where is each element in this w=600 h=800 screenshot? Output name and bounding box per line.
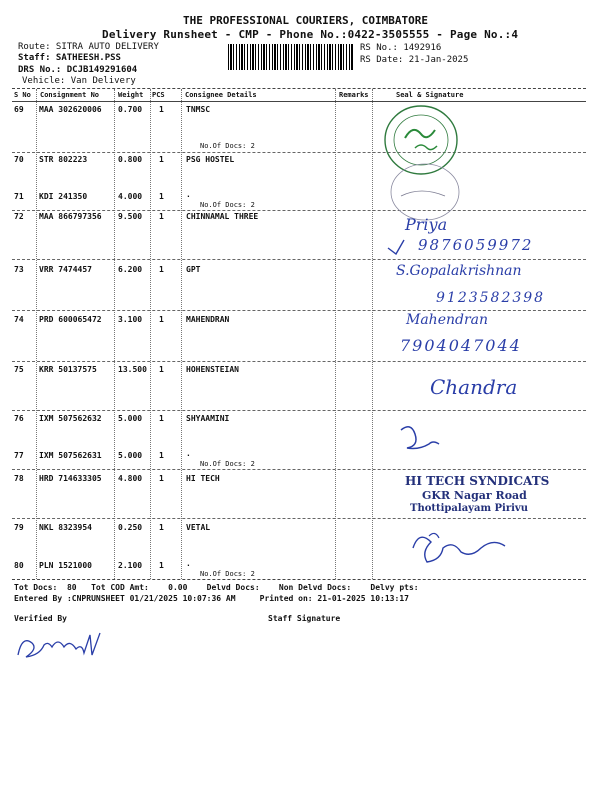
verified-by-label: Verified By [14,614,67,623]
sig-74-name: Mahendran [406,312,489,328]
cell-pcs: 1 [159,451,164,460]
cell-pcs: 1 [159,414,164,423]
cell-weight: 5.000 [118,451,143,460]
cell-pcs: 1 [159,105,164,114]
header-rule [12,101,586,102]
signature-graphic [395,420,445,456]
cell-consignment: PLN 1521000 [39,561,92,570]
cell-consignment: IXM 507562632 [39,414,102,423]
row-rule [12,259,586,260]
sig-73-name: S.Gopalakrishnan [396,263,522,279]
cell-consignee: TNMSC [186,105,211,114]
cell-pcs: 1 [159,155,164,164]
cell-consignment: HRD 714633305 [39,474,102,483]
row-rule [12,310,586,311]
cell-consignment: IXM 507562631 [39,451,102,460]
sig-74-phone: 7904047044 [400,336,522,355]
cell-consignment: PRD 600065472 [39,315,102,324]
row-rule [12,210,586,211]
cell-pcs: 1 [159,365,164,374]
route: Route: SITRA AUTO DELIVERY [18,42,159,52]
cell-consignee: CHINNAMAL THREE [186,212,259,221]
cell-consignment: KRR 50137575 [39,365,97,374]
row-rule [12,518,586,519]
cell-sno: 73 [14,265,24,274]
cell-docs: No.Of Docs: 2 [200,201,255,209]
cell-consignment: KDI 241350 [39,192,88,201]
stamp-line-2: GKR Nagar Road [422,489,527,502]
cell-weight: 0.800 [118,155,143,164]
col-header-weight: Weight [118,91,144,99]
cell-consignment: VRR 7474457 [39,265,92,274]
col-sep [150,89,151,579]
col-sep [114,89,115,579]
cell-pcs: 1 [159,212,164,221]
cell-sno: 78 [14,474,24,483]
cell-weight: 2.100 [118,561,143,570]
cell-consignee: . [186,449,191,458]
cell-weight: 0.250 [118,523,143,532]
cell-consignment: STR 802223 [39,155,88,164]
sig-72-name: Priya [405,215,448,234]
cell-weight: 4.000 [118,192,143,201]
row-rule [12,469,586,470]
cell-sno: 77 [14,451,24,460]
cell-consignee: . [186,190,191,199]
cell-consignment: MAA 866797356 [39,212,102,221]
cell-consignee: PSG HOSTEL [186,155,235,164]
cell-sno: 80 [14,561,24,570]
drs-number: DRS No.: DCJB149291604 [18,65,138,75]
cell-weight: 5.000 [118,414,143,423]
cell-sno: 72 [14,212,24,221]
cell-sno: 71 [14,192,24,201]
cell-pcs: 1 [159,192,164,201]
sig-75-name: Chandra [430,375,518,399]
company-name: THE PROFESSIONAL COURIERS, COIMBATORE [183,14,429,27]
cell-docs: No.Of Docs: 2 [200,142,255,150]
cell-consignee: VETAL [186,523,211,532]
cell-weight: 13.500 [118,365,147,374]
cell-sno: 79 [14,523,24,532]
cell-sno: 76 [14,414,24,423]
cell-consignee: HI TECH [186,474,220,483]
barcode [228,44,354,70]
cell-consignee: . [186,559,191,568]
seal-stamp-graphic [375,100,480,220]
verifier-signature [10,625,120,670]
col-header-consignee: Consignee Details [185,91,257,99]
cell-weight: 4.800 [118,474,143,483]
table-top-rule [12,88,586,89]
table-bottom-rule [12,579,586,580]
signature-graphic [405,528,535,576]
cell-consignment: MAA 302620006 [39,105,102,114]
col-header-consignment: Consignment No [40,91,100,99]
cell-consignee: GPT [186,265,201,274]
entered-line: Entered By :CNPRUNSHEET 01/21/2025 10:07:36 AM Printed on: 21-01-2025 10:13:17 [14,594,409,603]
col-header-remarks: Remarks [339,91,369,99]
col-sep [181,89,182,579]
row-rule [12,152,586,153]
cell-pcs: 1 [159,561,164,570]
stamp-line-1: HI TECH SYNDICATS [405,474,550,488]
cell-consignment: NKL 8323954 [39,523,92,532]
row-rule [12,410,586,411]
cell-pcs: 1 [159,315,164,324]
vehicle: Vehicle: Van Delivery [22,76,136,86]
cell-sno: 74 [14,315,24,324]
cell-weight: 6.200 [118,265,143,274]
staff-signature-label: Staff Signature [268,614,341,623]
totals-line: Tot Docs: 80 Tot COD Amt: 0.00 Delvd Docs: Non Delvd Docs: Delvy pts: [14,583,419,592]
sig-73-phone: 9123582398 [436,290,546,306]
col-header-pcs: PCS [152,91,165,99]
rs-date: RS Date: 21-Jan-2025 [360,55,469,65]
col-sep [372,89,373,579]
cell-docs: No.Of Docs: 2 [200,570,255,578]
row-rule [12,361,586,362]
cell-weight: 0.700 [118,105,143,114]
cell-consignee: HOHENSTEIAN [186,365,239,374]
staff: Staff: SATHEESH.PSS [18,53,121,63]
col-sep [36,89,37,579]
rs-number: RS No.: 1492916 [360,43,442,53]
sig-72-phone: 9876059972 [418,236,534,254]
col-header-seal: Seal & Signature [396,91,464,99]
cell-docs: No.Of Docs: 2 [200,460,255,468]
cell-pcs: 1 [159,523,164,532]
cell-consignee: SHYAAMINI [186,414,230,423]
cell-sno: 70 [14,155,24,164]
cell-sno: 75 [14,365,24,374]
col-header-sno: S No [14,91,31,99]
cell-weight: 3.100 [118,315,143,324]
runsheet-title: Delivery Runsheet - CMP - Phone No.:0422-3505555 - Page No.:4 [102,28,519,41]
cell-sno: 69 [14,105,24,114]
col-sep [335,89,336,579]
cell-weight: 9.500 [118,212,143,221]
cell-pcs: 1 [159,474,164,483]
stamp-line-3: Thottipalayam Pirivu [410,503,528,514]
cell-pcs: 1 [159,265,164,274]
cell-consignee: MAHENDRAN [186,315,230,324]
